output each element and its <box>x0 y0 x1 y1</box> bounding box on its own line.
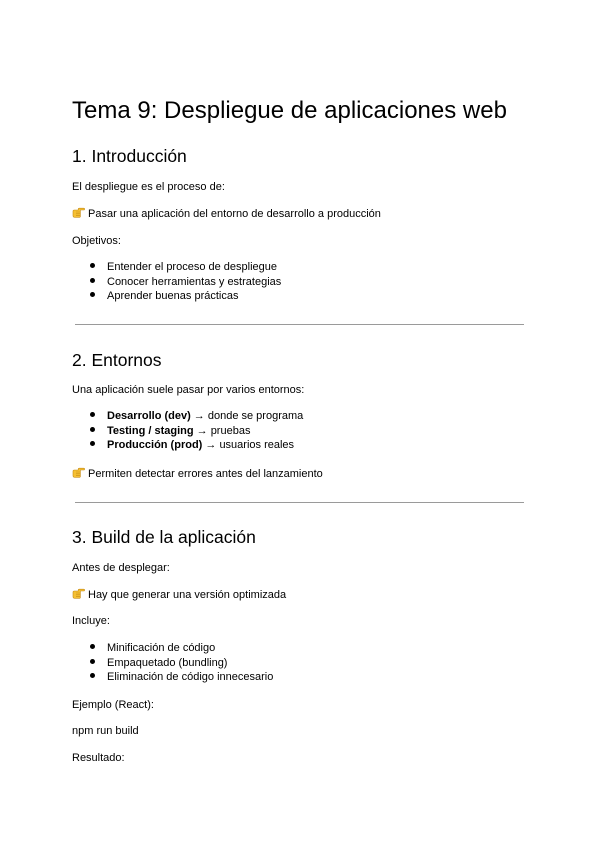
bullet-icon <box>90 441 95 446</box>
section3-example-label: Ejemplo (React): <box>72 699 154 711</box>
section-heading-entornos: 2. Entornos <box>72 350 162 370</box>
list-item: Conocer herramientas y estrategias <box>90 275 281 290</box>
section3-result-label: Resultado: <box>72 752 125 764</box>
bullet-icon <box>90 263 95 268</box>
bullet-icon <box>90 278 95 283</box>
list-item: Eliminación de código innecesario <box>90 670 273 685</box>
document-title: Tema 9: Despliegue de aplicaciones web <box>72 97 507 124</box>
section2-point-text: Permiten detectar errores antes del lanzamiento <box>88 468 323 480</box>
section1-objectives-label: Objetivos: <box>72 235 121 247</box>
section2-point <box>72 467 323 481</box>
build-includes-list <box>90 641 273 685</box>
list-item: Minificación de código <box>90 641 273 656</box>
list-item: Entender el proceso de despliegue <box>90 260 281 275</box>
list-item: Testing / staging → pruebas <box>90 424 303 439</box>
section-heading-build: 3. Build de la aplicación <box>72 527 256 547</box>
section-divider <box>75 502 524 503</box>
section1-point-text: Pasar una aplicación del entorno de desarrollo a producción <box>88 208 381 220</box>
bullet-icon <box>90 659 95 664</box>
list-item: Producción (prod) → usuarios reales <box>90 438 303 453</box>
bullet-icon <box>90 644 95 649</box>
section-divider <box>75 324 524 325</box>
bullet-icon <box>90 673 95 678</box>
bullet-icon <box>90 427 95 432</box>
environments-list <box>90 409 303 453</box>
section-heading-introduccion: 1. Introducción <box>72 146 187 166</box>
pointing-hand-icon <box>72 207 85 218</box>
objectives-list <box>90 260 281 304</box>
pointing-hand-icon <box>72 588 85 599</box>
list-item: Aprender buenas prácticas <box>90 289 281 304</box>
section3-intro: Antes de desplegar: <box>72 562 170 574</box>
bullet-icon <box>90 412 95 417</box>
list-item: Empaquetado (bundling) <box>90 656 273 671</box>
section1-intro: El despliegue es el proceso de: <box>72 181 225 193</box>
pointing-hand-icon <box>72 467 85 478</box>
bullet-icon <box>90 292 95 297</box>
build-command: npm run build <box>72 725 139 737</box>
list-item: Desarrollo (dev) → donde se programa <box>90 409 303 424</box>
section2-intro: Una aplicación suele pasar por varios entornos: <box>72 384 305 396</box>
section1-point <box>72 207 381 221</box>
section3-point-text: Hay que generar una versión optimizada <box>88 589 287 601</box>
section3-point <box>72 588 286 602</box>
section3-includes-label: Incluye: <box>72 615 110 627</box>
